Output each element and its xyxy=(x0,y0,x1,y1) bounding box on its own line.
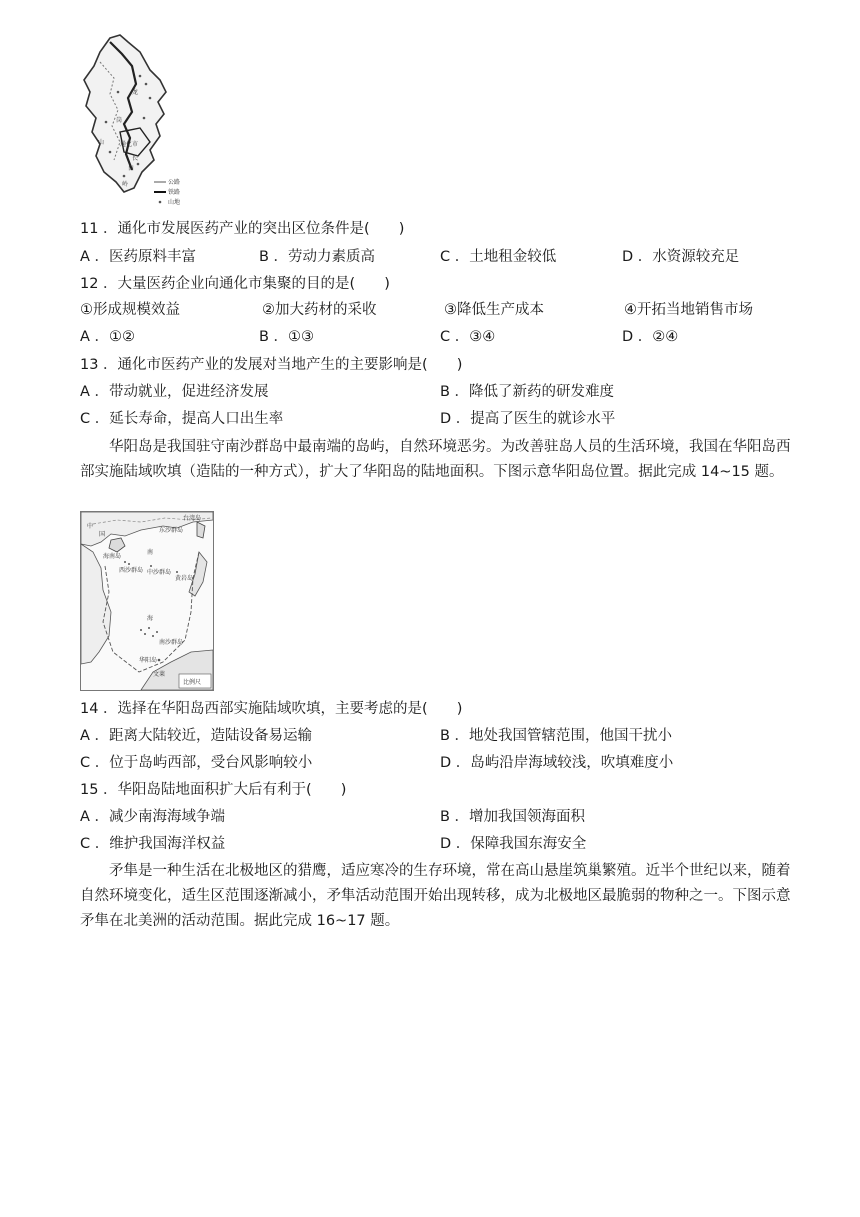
q14-option-b[interactable]: B ．地处我国管辖范围，他国干扰小 xyxy=(440,728,673,744)
map2-label-huangyan: 黄岩岛 xyxy=(175,575,194,582)
legend-mountain-symbol xyxy=(159,201,162,204)
q12-item-4: ④开拓当地销售市场 xyxy=(624,302,753,318)
q15-option-a[interactable]: A ．减少南海海域争端 xyxy=(80,809,226,825)
map2-label-nansha: 南沙群岛 xyxy=(159,639,184,646)
map2-label-taiwan: 台湾岛 xyxy=(183,515,202,522)
map2-label-huayang: 华阳岛 xyxy=(139,657,158,664)
map2-label-hai: 海 xyxy=(147,615,154,622)
map2-label-zhong: 中 xyxy=(87,523,94,530)
q12-stem: 12 ．大量医药企业向通化市集聚的目的是( ) xyxy=(80,276,390,292)
q14-option-d[interactable]: D ．岛屿沿岸海域较浅，吹填难度小 xyxy=(440,755,674,771)
q12-option-a[interactable]: A ．①② xyxy=(80,329,136,345)
q12-option-d[interactable]: D ．②④ xyxy=(622,329,679,345)
legend-road: 公路 xyxy=(168,179,181,186)
map2-label-nan: 南 xyxy=(147,549,154,556)
map1-label-ling: 岭 xyxy=(122,181,129,188)
south-china-sea-graphic xyxy=(81,512,213,690)
q12-option-c[interactable]: C ．③④ xyxy=(440,329,496,345)
q13-option-a[interactable]: A ．带动就业，促进经济发展 xyxy=(80,384,269,400)
q12-option-b[interactable]: B ．①③ xyxy=(259,329,315,345)
q13-stem: 13 ．通化市医药产业的发展对当地产生的主要影响是( ) xyxy=(80,357,463,373)
map2-label-hainan: 海南岛 xyxy=(103,553,122,560)
q12-item-3: ③降低生产成本 xyxy=(444,302,544,318)
map2-label-wenlai: 文莱 xyxy=(153,671,166,678)
q13-option-c[interactable]: C ．延长寿命，提高人口出生率 xyxy=(80,411,284,427)
south-china-sea-map xyxy=(80,511,214,691)
q14-option-a[interactable]: A ．距离大陆较近，造陆设备易运输 xyxy=(80,728,313,744)
q15-option-d[interactable]: D ．保障我国东海安全 xyxy=(440,836,587,852)
q14-option-c[interactable]: C ．位于岛屿西部，受台风影响较小 xyxy=(80,755,313,771)
q11-stem: 11 ．通化市发展医药产业的突出区位条件是( ) xyxy=(80,221,405,237)
map1-label-tonghua: 通化市 xyxy=(120,141,139,148)
q14-stem: 14 ．选择在华阳岛西部实施陆域吹填，主要考虑的是( ) xyxy=(80,701,463,717)
map2-label-xisha: 西沙群岛 xyxy=(119,567,144,574)
q11-option-d[interactable]: D ．水资源较充足 xyxy=(622,249,740,265)
tonghua-map xyxy=(80,32,188,208)
q13-option-d[interactable]: D ．提高了医生的就诊水平 xyxy=(440,411,616,427)
map2-label-scale: 比例尺 xyxy=(183,679,202,686)
q11-option-a[interactable]: A ．医药原料丰富 xyxy=(80,249,197,265)
q12-item-1: ①形成规模效益 xyxy=(80,302,180,318)
passage-huayang: 华阳岛是我国驻守南沙群岛中最南端的岛屿，自然环境恶劣。为改善驻岛人员的生活环境，我国在华阳岛西部实施陆域吹填（造陆的一种方式），扩大了华阳岛的陆地面积。下图示意华阳岛位置。据此完成 14~15 题。 xyxy=(80,439,791,480)
tonghua-map-graphic xyxy=(80,32,188,208)
map2-label-zhongsha: 中沙群岛 xyxy=(147,569,172,576)
legend-railway: 铁路 xyxy=(168,189,181,196)
map2-label-dongsha: 东沙群岛 xyxy=(159,527,184,534)
q11-option-c[interactable]: C ．土地租金较低 xyxy=(440,249,557,265)
map1-label-long: 龙 xyxy=(132,89,139,96)
map1-label-bai: 白 xyxy=(128,165,135,172)
q15-option-b[interactable]: B ．增加我国领海面积 xyxy=(440,809,586,825)
q12-item-2: ②加大药材的采收 xyxy=(262,302,377,318)
q15-option-c[interactable]: C ．维护我国海洋权益 xyxy=(80,836,226,852)
q15-stem: 15 ．华阳岛陆地面积扩大后有利于( ) xyxy=(80,782,347,798)
passage-gyrfalcon: 矛隼是一种生活在北极地区的猎鹰，适应寒冷的生存环境，常在高山悬崖筑巢繁殖。近半个世纪以来，随着自然环境变化，适生区范围逐渐减小，矛隼活动范围开始出现转移，成为北极地区最脆弱的物种之一。下图示意矛隼在北美洲的活动范围。据此完成 16~17 题。 xyxy=(80,863,791,929)
map1-label-shan: 山 xyxy=(98,139,105,146)
q11-option-b[interactable]: B ．劳动力素质高 xyxy=(259,249,376,265)
map1-label-gang: 岗 xyxy=(116,117,123,124)
map2-label-guo: 国 xyxy=(99,531,106,538)
map1-label-chang: 长 xyxy=(132,155,139,162)
q13-option-b[interactable]: B ．降低了新药的研发难度 xyxy=(440,384,615,400)
legend-mountain: 山地 xyxy=(168,199,181,206)
